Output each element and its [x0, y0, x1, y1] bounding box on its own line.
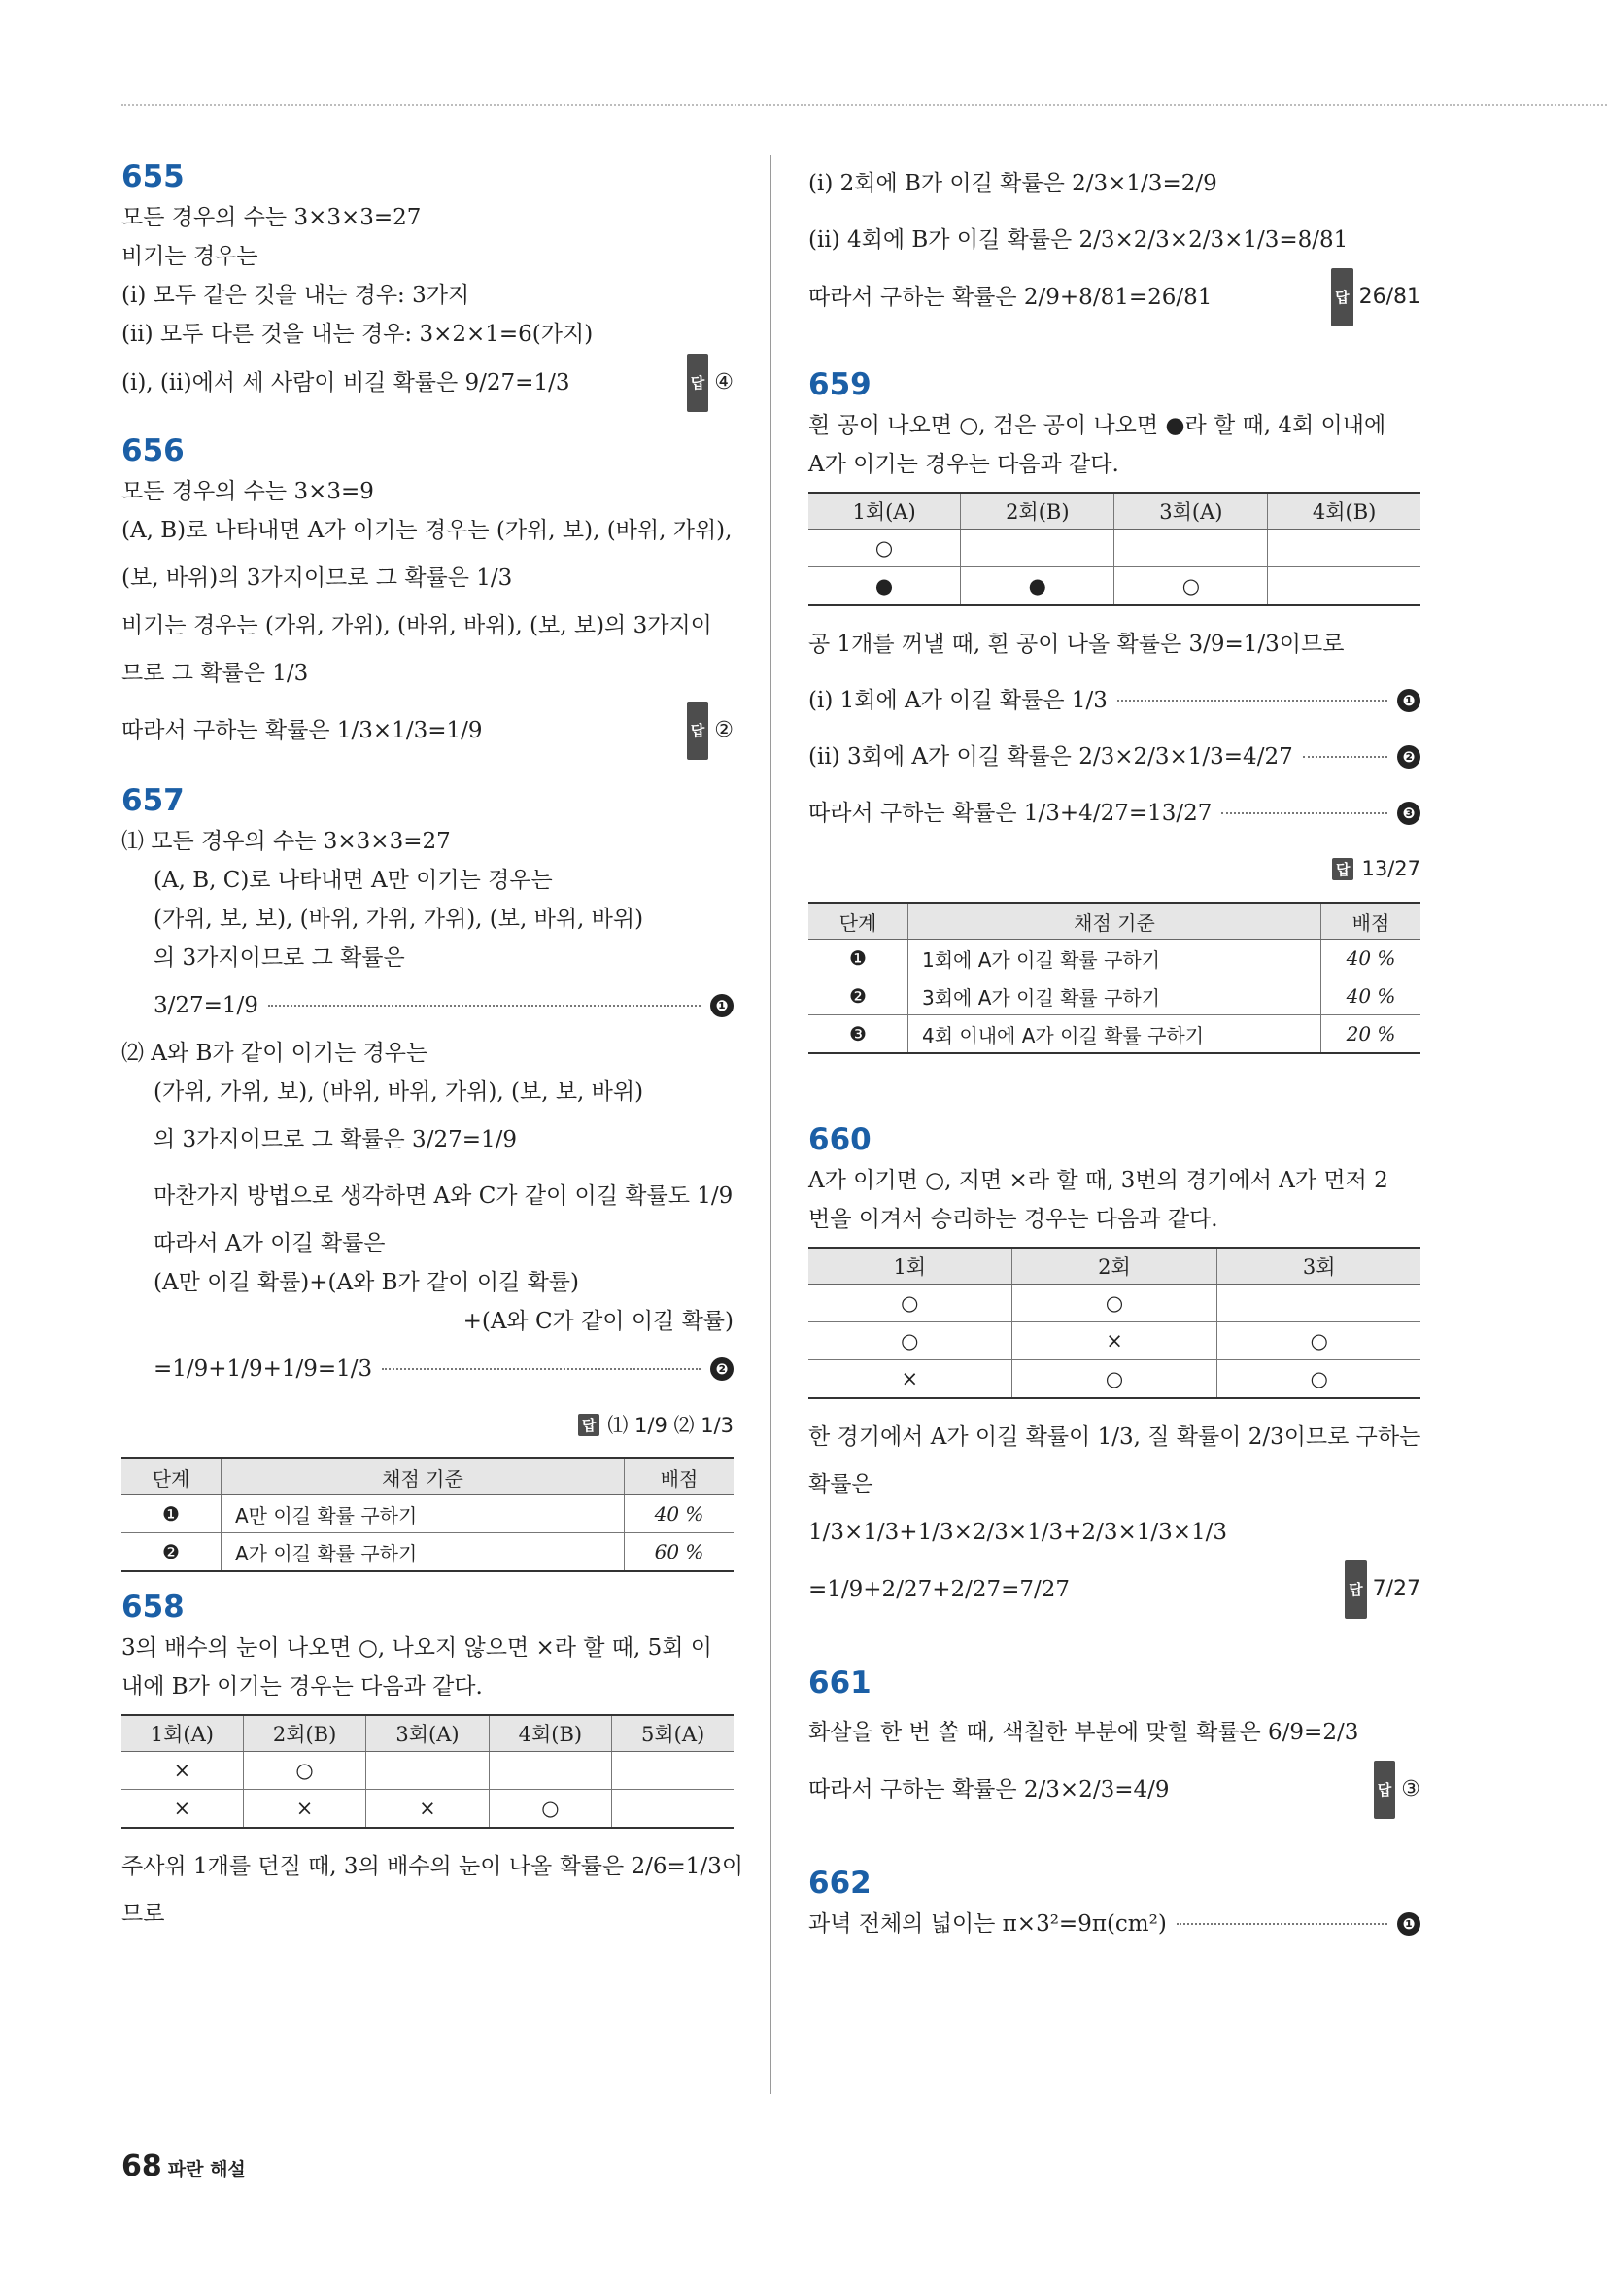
table-cell: ○ — [808, 1322, 1011, 1360]
outcome-table — [121, 1714, 734, 1829]
answer — [1345, 1560, 1420, 1619]
solution-line: (가위, 보, 보), (바위, 가위, 가위), (보, 바위, 바위) — [154, 907, 644, 932]
solution-text: =1/9+2/27+2/27=7/27 — [808, 1577, 1071, 1602]
answer-value: 13/27 — [1361, 857, 1420, 880]
table-cell — [1217, 1285, 1420, 1322]
solution-line: 화살을 한 번 쏠 때, 색칠한 부분에 맞힐 확률은 6/9=2/3 — [808, 1720, 1359, 1745]
answer-badge-icon: 답 — [1332, 858, 1354, 880]
grading-criterion: A만 이길 확률 구하기 — [222, 1495, 625, 1533]
page-footer — [121, 2149, 246, 2183]
solution-line: A가 이기는 경우는 다음과 같다. — [808, 452, 1119, 477]
problem-number: 659 — [808, 367, 872, 402]
problem-number: 661 — [808, 1665, 872, 1700]
step-2-marker-icon: ❷ — [1397, 745, 1420, 769]
grading-step: ❸ — [808, 1015, 908, 1054]
solution-text: 따라서 구하는 확률은 2/9+8/81=26/81 — [808, 285, 1213, 310]
grading-row — [808, 977, 1420, 1015]
answer — [1374, 1761, 1420, 1819]
solution-line: 의 3가지이므로 그 확률은 3/27=1/9 — [154, 1127, 517, 1152]
table-header: 1회 — [808, 1248, 1011, 1285]
table-cell — [366, 1752, 489, 1790]
solution-line: 한 경기에서 A가 이길 확률이 1/3, 질 확률이 2/3이므로 구하는 — [808, 1424, 1421, 1450]
answer — [1331, 268, 1420, 326]
answer — [687, 354, 734, 412]
table-row — [808, 1285, 1420, 1322]
solution-line: +(A와 C가 같이 이길 확률) — [462, 1309, 734, 1334]
solution-line: (ⅱ) 4회에 B가 이길 확률은 2/3×2/3×2/3×1/3=8/81 — [808, 227, 1349, 253]
answer — [687, 702, 734, 760]
leader-dots — [1117, 700, 1387, 702]
leader-dots — [1303, 756, 1387, 758]
problem-655 — [121, 155, 734, 412]
answer-badge-icon: 답 — [687, 354, 709, 412]
solution-line: (A, B)로 나타내면 A가 이기는 경우는 (가위, 보), (바위, 가위), — [121, 518, 733, 543]
solution-text: 따라서 구하는 확률은 2/3×2/3=4/9 — [808, 1777, 1170, 1802]
grading-header: 채점 기준 — [222, 1458, 625, 1495]
grading-points: 60 % — [625, 1533, 735, 1572]
column-divider — [770, 155, 771, 2094]
table-row — [808, 1360, 1420, 1399]
table-cell: ○ — [243, 1752, 366, 1790]
answer-value: ⑴ 1/9 ⑵ 1/3 — [607, 1414, 734, 1437]
table-cell: × — [243, 1790, 366, 1829]
grading-header: 배점 — [1321, 903, 1421, 940]
table-row — [808, 1322, 1420, 1360]
table-cell: ○ — [1114, 567, 1268, 606]
answer-value: ④ — [714, 370, 734, 394]
step-1-marker-icon: ❶ — [1397, 689, 1420, 712]
table-cell: ○ — [1217, 1322, 1420, 1360]
table-cell — [1114, 530, 1268, 567]
solution-line: 모든 경우의 수는 3×3=9 — [121, 479, 374, 504]
table-cell — [489, 1752, 612, 1790]
grading-row — [121, 1495, 734, 1533]
solution-text: 따라서 구하는 확률은 1/3×1/3=1/9 — [121, 718, 483, 743]
grading-step: ❶ — [121, 1495, 222, 1533]
problem-number: 662 — [808, 1866, 872, 1901]
problem-number: 658 — [121, 1590, 185, 1625]
solution-line: (A만 이길 확률)+(A와 B가 같이 이길 확률) — [154, 1270, 579, 1295]
table-header: 5회(A) — [612, 1715, 734, 1752]
solution-line — [808, 1761, 1420, 1819]
problem-number: 660 — [808, 1122, 872, 1157]
solution-line — [121, 977, 734, 1034]
problem-number: 656 — [121, 433, 185, 468]
grading-criterion: 1회에 A가 이길 확률 구하기 — [908, 940, 1321, 977]
table-cell — [612, 1790, 734, 1829]
table-cell: ○ — [808, 530, 961, 567]
table-cell — [612, 1752, 734, 1790]
solution-line — [808, 729, 1420, 785]
table-cell: ○ — [808, 1285, 1011, 1322]
solution-text: =1/9+1/9+1/9=1/3 — [154, 1356, 373, 1382]
problem-658-continued — [808, 155, 1420, 326]
solution-line: 내에 B가 이기는 경우는 다음과 같다. — [121, 1674, 483, 1699]
solution-line: (ⅰ) 모두 같은 것을 내는 경우: 3가지 — [121, 283, 470, 308]
grading-header: 단계 — [121, 1458, 222, 1495]
table-header: 2회 — [1011, 1248, 1217, 1285]
answer-value: ② — [714, 718, 734, 742]
solution-text: (ⅱ) 3회에 A가 이길 확률은 2/3×2/3×1/3=4/27 — [808, 744, 1293, 770]
problem-658 — [121, 1586, 744, 1934]
solution-line: 의 3가지이므로 그 확률은 — [154, 945, 405, 971]
table-header: 3회(A) — [366, 1715, 489, 1752]
table-cell: × — [1011, 1322, 1217, 1360]
leader-dots — [1221, 812, 1387, 814]
table-cell — [961, 530, 1114, 567]
leader-dots — [1177, 1923, 1387, 1925]
table-cell: ○ — [1011, 1285, 1217, 1322]
table-cell: ● — [961, 567, 1114, 606]
solution-line: 마찬가지 방법으로 생각하면 A와 C가 같이 이길 확률도 1/9 — [154, 1183, 734, 1209]
table-cell — [1268, 567, 1420, 606]
solution-line: 주사위 1개를 던질 때, 3의 배수의 눈이 나올 확률은 2/6=1/3이 — [121, 1854, 744, 1879]
solution-line: 모든 경우의 수는 3×3×3=27 — [121, 205, 422, 230]
grading-criterion: A가 이길 확률 구하기 — [222, 1533, 625, 1572]
answer — [808, 841, 1420, 896]
solution-line — [808, 785, 1420, 841]
grading-header: 단계 — [808, 903, 908, 940]
table-cell: × — [808, 1360, 1011, 1399]
grading-points: 40 % — [625, 1495, 735, 1533]
solution-line — [808, 268, 1420, 326]
answer-value: ③ — [1401, 1777, 1420, 1801]
step-1-marker-icon: ❶ — [1397, 1912, 1420, 1936]
grading-header: 채점 기준 — [908, 903, 1321, 940]
grading-table — [808, 902, 1420, 1054]
solution-line: 확률은 — [808, 1472, 873, 1497]
solution-line: 비기는 경우는 (가위, 가위), (바위, 바위), (보, 보)의 3가지이 — [121, 613, 712, 638]
outcome-table — [808, 492, 1420, 606]
problem-656 — [121, 429, 734, 760]
table-header: 3회(A) — [1114, 493, 1268, 530]
solution-line: (보, 바위)의 3가지이므로 그 확률은 1/3 — [121, 565, 513, 591]
step-2-marker-icon: ❷ — [710, 1357, 734, 1381]
table-header: 4회(B) — [489, 1715, 612, 1752]
problem-657 — [121, 779, 734, 1572]
solution-line: A가 이기면 ○, 지면 ×라 할 때, 3번의 경기에서 A가 먼저 2 — [808, 1168, 1388, 1193]
solution-line — [121, 702, 734, 760]
page-number: 68 — [121, 2149, 162, 2183]
answer-badge-icon: 답 — [1331, 268, 1353, 326]
table-cell: ○ — [489, 1790, 612, 1829]
answer-value: 26/81 — [1358, 285, 1420, 309]
outcome-table — [808, 1247, 1420, 1399]
solution-line: ⑵ A와 B가 같이 이기는 경우는 — [121, 1041, 428, 1066]
table-row — [808, 530, 1420, 567]
solution-text: (ⅰ), (ⅱ)에서 세 사람이 비길 확률은 9/27=1/3 — [121, 370, 570, 395]
table-row — [121, 1790, 734, 1829]
step-3-marker-icon: ❸ — [1397, 802, 1420, 825]
table-cell: × — [366, 1790, 489, 1829]
step-1-marker-icon: ❶ — [710, 994, 734, 1017]
solution-line: 번을 이겨서 승리하는 경우는 다음과 같다. — [808, 1207, 1218, 1232]
table-header: 2회(B) — [961, 493, 1114, 530]
solution-line: 흰 공이 나오면 ○, 검은 공이 나오면 ●라 할 때, 4회 이내에 — [808, 413, 1386, 438]
problem-662 — [808, 1862, 1420, 1943]
grading-points: 40 % — [1321, 977, 1421, 1015]
solution-line: (A, B, C)로 나타내면 A만 이기는 경우는 — [154, 868, 553, 893]
solution-line: 따라서 A가 이길 확률은 — [154, 1231, 386, 1256]
solution-line — [808, 672, 1420, 729]
problem-661 — [808, 1662, 1420, 1819]
solution-line: (ⅰ) 2회에 B가 이길 확률은 2/3×1/3=2/9 — [808, 171, 1217, 196]
answer — [121, 1397, 734, 1452]
solution-text: (ⅰ) 1회에 A가 이길 확률은 1/3 — [808, 688, 1108, 713]
problem-660 — [808, 1118, 1420, 1619]
problem-659 — [808, 363, 1420, 1054]
solution-line — [808, 1904, 1420, 1943]
grading-row — [121, 1533, 734, 1572]
answer-badge-icon: 답 — [687, 702, 709, 760]
solution-line: (ⅱ) 모두 다른 것을 내는 경우: 3×2×1=6(가지) — [121, 322, 594, 347]
solution-line: 므로 그 확률은 1/3 — [121, 661, 309, 686]
solution-text: 3/27=1/9 — [154, 993, 258, 1018]
book-title: 파란 해설 — [167, 2159, 246, 2180]
table-header: 2회(B) — [243, 1715, 366, 1752]
table-header: 4회(B) — [1268, 493, 1420, 530]
grading-points: 40 % — [1321, 940, 1421, 977]
right-column — [808, 155, 1420, 1943]
answer-badge-icon: 답 — [578, 1414, 600, 1436]
grading-criterion: 4회 이내에 A가 이길 확률 구하기 — [908, 1015, 1321, 1054]
solution-line: 1/3×1/3+1/3×2/3×1/3+2/3×1/3×1/3 — [808, 1520, 1228, 1545]
grading-row — [808, 1015, 1420, 1054]
answer-value: 7/27 — [1372, 1577, 1420, 1601]
grading-step: ❷ — [121, 1533, 222, 1572]
grading-table — [121, 1457, 734, 1572]
solution-line — [121, 354, 734, 412]
leader-dots — [382, 1368, 701, 1370]
solution-line: 비기는 경우는 — [121, 244, 258, 269]
grading-points: 20 % — [1321, 1015, 1421, 1054]
solution-line: ⑴ 모든 경우의 수는 3×3×3=27 — [121, 829, 451, 854]
solution-line: 3의 배수의 눈이 나오면 ○, 나오지 않으면 ×라 할 때, 5회 이 — [121, 1635, 713, 1661]
grading-row — [808, 940, 1420, 977]
solution-line: (가위, 가위, 보), (바위, 바위, 가위), (보, 보, 바위) — [154, 1079, 644, 1105]
table-row — [808, 567, 1420, 606]
solution-text: 따라서 구하는 확률은 1/3+4/27=13/27 — [808, 801, 1213, 826]
leader-dots — [268, 1005, 701, 1007]
table-header: 3회 — [1217, 1248, 1420, 1285]
table-header: 1회(A) — [121, 1715, 243, 1752]
table-cell: ○ — [1217, 1360, 1420, 1399]
grading-criterion: 3회에 A가 이길 확률 구하기 — [908, 977, 1321, 1015]
table-header: 1회(A) — [808, 493, 961, 530]
problem-number: 657 — [121, 783, 185, 818]
grading-step: ❷ — [808, 977, 908, 1015]
problem-number: 655 — [121, 159, 185, 194]
table-cell — [1268, 530, 1420, 567]
solution-text: 과녁 전체의 넓이는 π×3²=9π(cm²) — [808, 1911, 1167, 1936]
answer-badge-icon: 답 — [1374, 1761, 1396, 1819]
left-column — [121, 155, 744, 1934]
solution-line: 므로 — [121, 1902, 165, 1927]
table-row — [121, 1752, 734, 1790]
solution-line: 공 1개를 꺼낼 때, 흰 공이 나올 확률은 3/9=1/3이므로 — [808, 632, 1345, 657]
solution-line — [121, 1341, 734, 1397]
grading-step: ❶ — [808, 940, 908, 977]
table-cell: × — [121, 1752, 243, 1790]
solution-line — [808, 1560, 1420, 1619]
answer-badge-icon: 답 — [1345, 1560, 1367, 1619]
top-dotted-rule — [121, 104, 1607, 106]
table-cell: ○ — [1011, 1360, 1217, 1399]
table-cell: × — [121, 1790, 243, 1829]
grading-header: 배점 — [625, 1458, 735, 1495]
table-cell: ● — [808, 567, 961, 606]
